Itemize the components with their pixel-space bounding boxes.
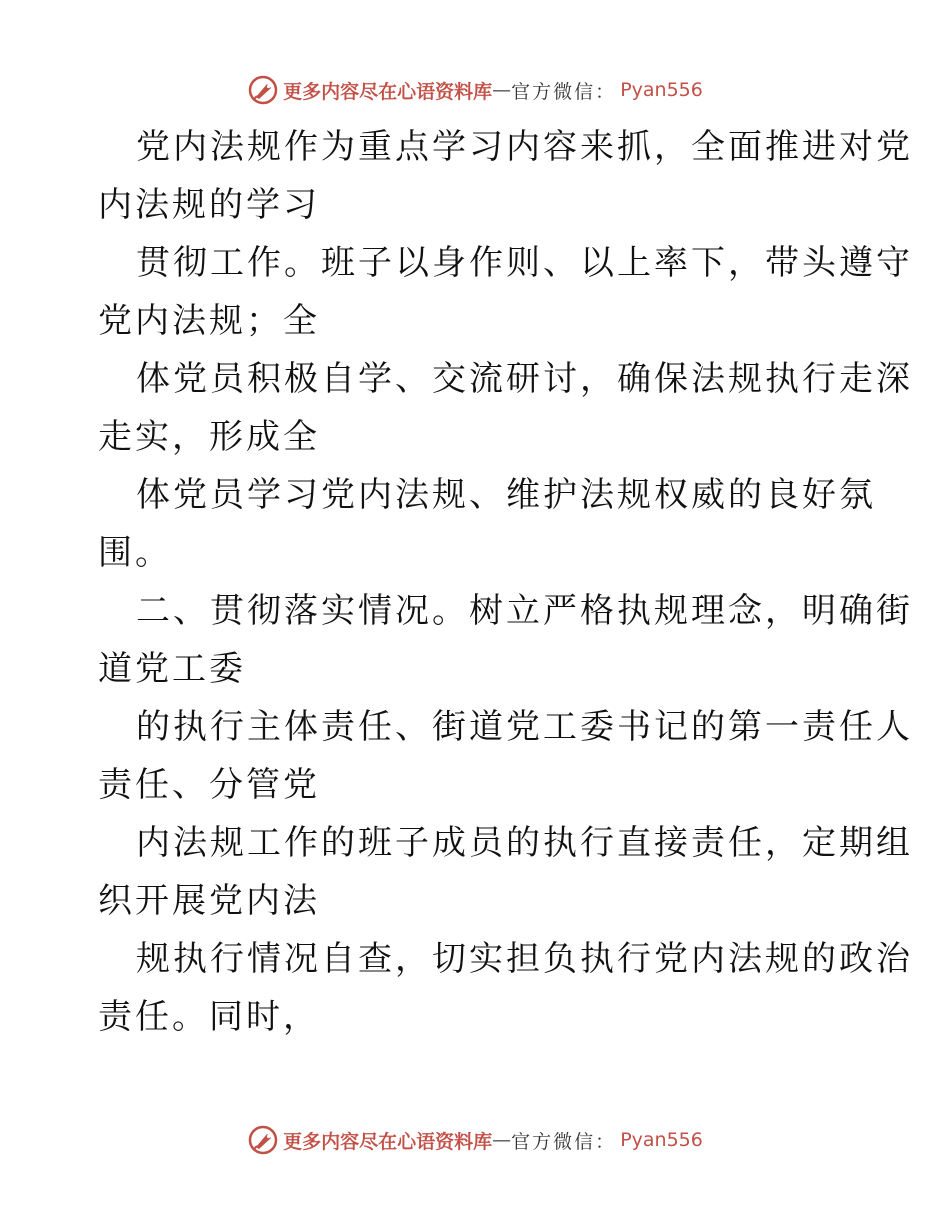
body-line: 党内法规作为重点学习内容来抓，全面推进对党 [136,127,913,167]
body-line: 内法规工作的班子成员的执行直接责任，定期组 [136,823,913,863]
pen-nib-logo-icon [247,74,279,106]
pen-nib-logo-icon [247,1124,279,1156]
body-line: 责任、分管党 [98,765,320,805]
body-line: 规执行情况自查，切实担负执行党内法规的政治 [136,939,913,979]
banner-brand-text: 更多内容尽在心语资料库 [283,80,493,103]
body-line: 党内法规；全 [98,301,320,341]
banner-dash: — [492,1129,512,1151]
body-line: 织开展党内法 [98,881,320,921]
body-line: 体党员积极自学、交流研讨，确保法规执行走深 [136,359,913,399]
footer-banner [0,1120,950,1160]
banner-brand-text: 更多内容尽在心语资料库 [283,1130,493,1153]
body-line: 体党员学习党内法规、维护法规权威的良好氛 [136,475,876,515]
body-line: 责任。同时， [98,997,320,1037]
banner-wechat-id: Pyan556 [620,1129,703,1151]
banner-wechat-id: Pyan556 [620,79,703,101]
body-line: 道党工委 [98,649,246,689]
body-line: 的执行主体责任、街道党工委书记的第一责任人 [136,707,913,747]
body-line: 二、贯彻落实情况。树立严格执规理念，明确街 [136,591,913,631]
banner-dash: — [492,79,512,101]
body-line: 内法规的学习 [98,185,320,225]
header-banner [0,70,950,110]
banner-wechat-label: 官方微信： [511,1130,617,1153]
document-body [98,118,913,1046]
body-line: 走实，形成全 [98,417,320,457]
banner-wechat-label: 官方微信： [511,80,617,103]
body-line: 贯彻工作。班子以身作则、以上率下，带头遵守 [136,243,913,283]
body-line: 围。 [98,533,172,573]
